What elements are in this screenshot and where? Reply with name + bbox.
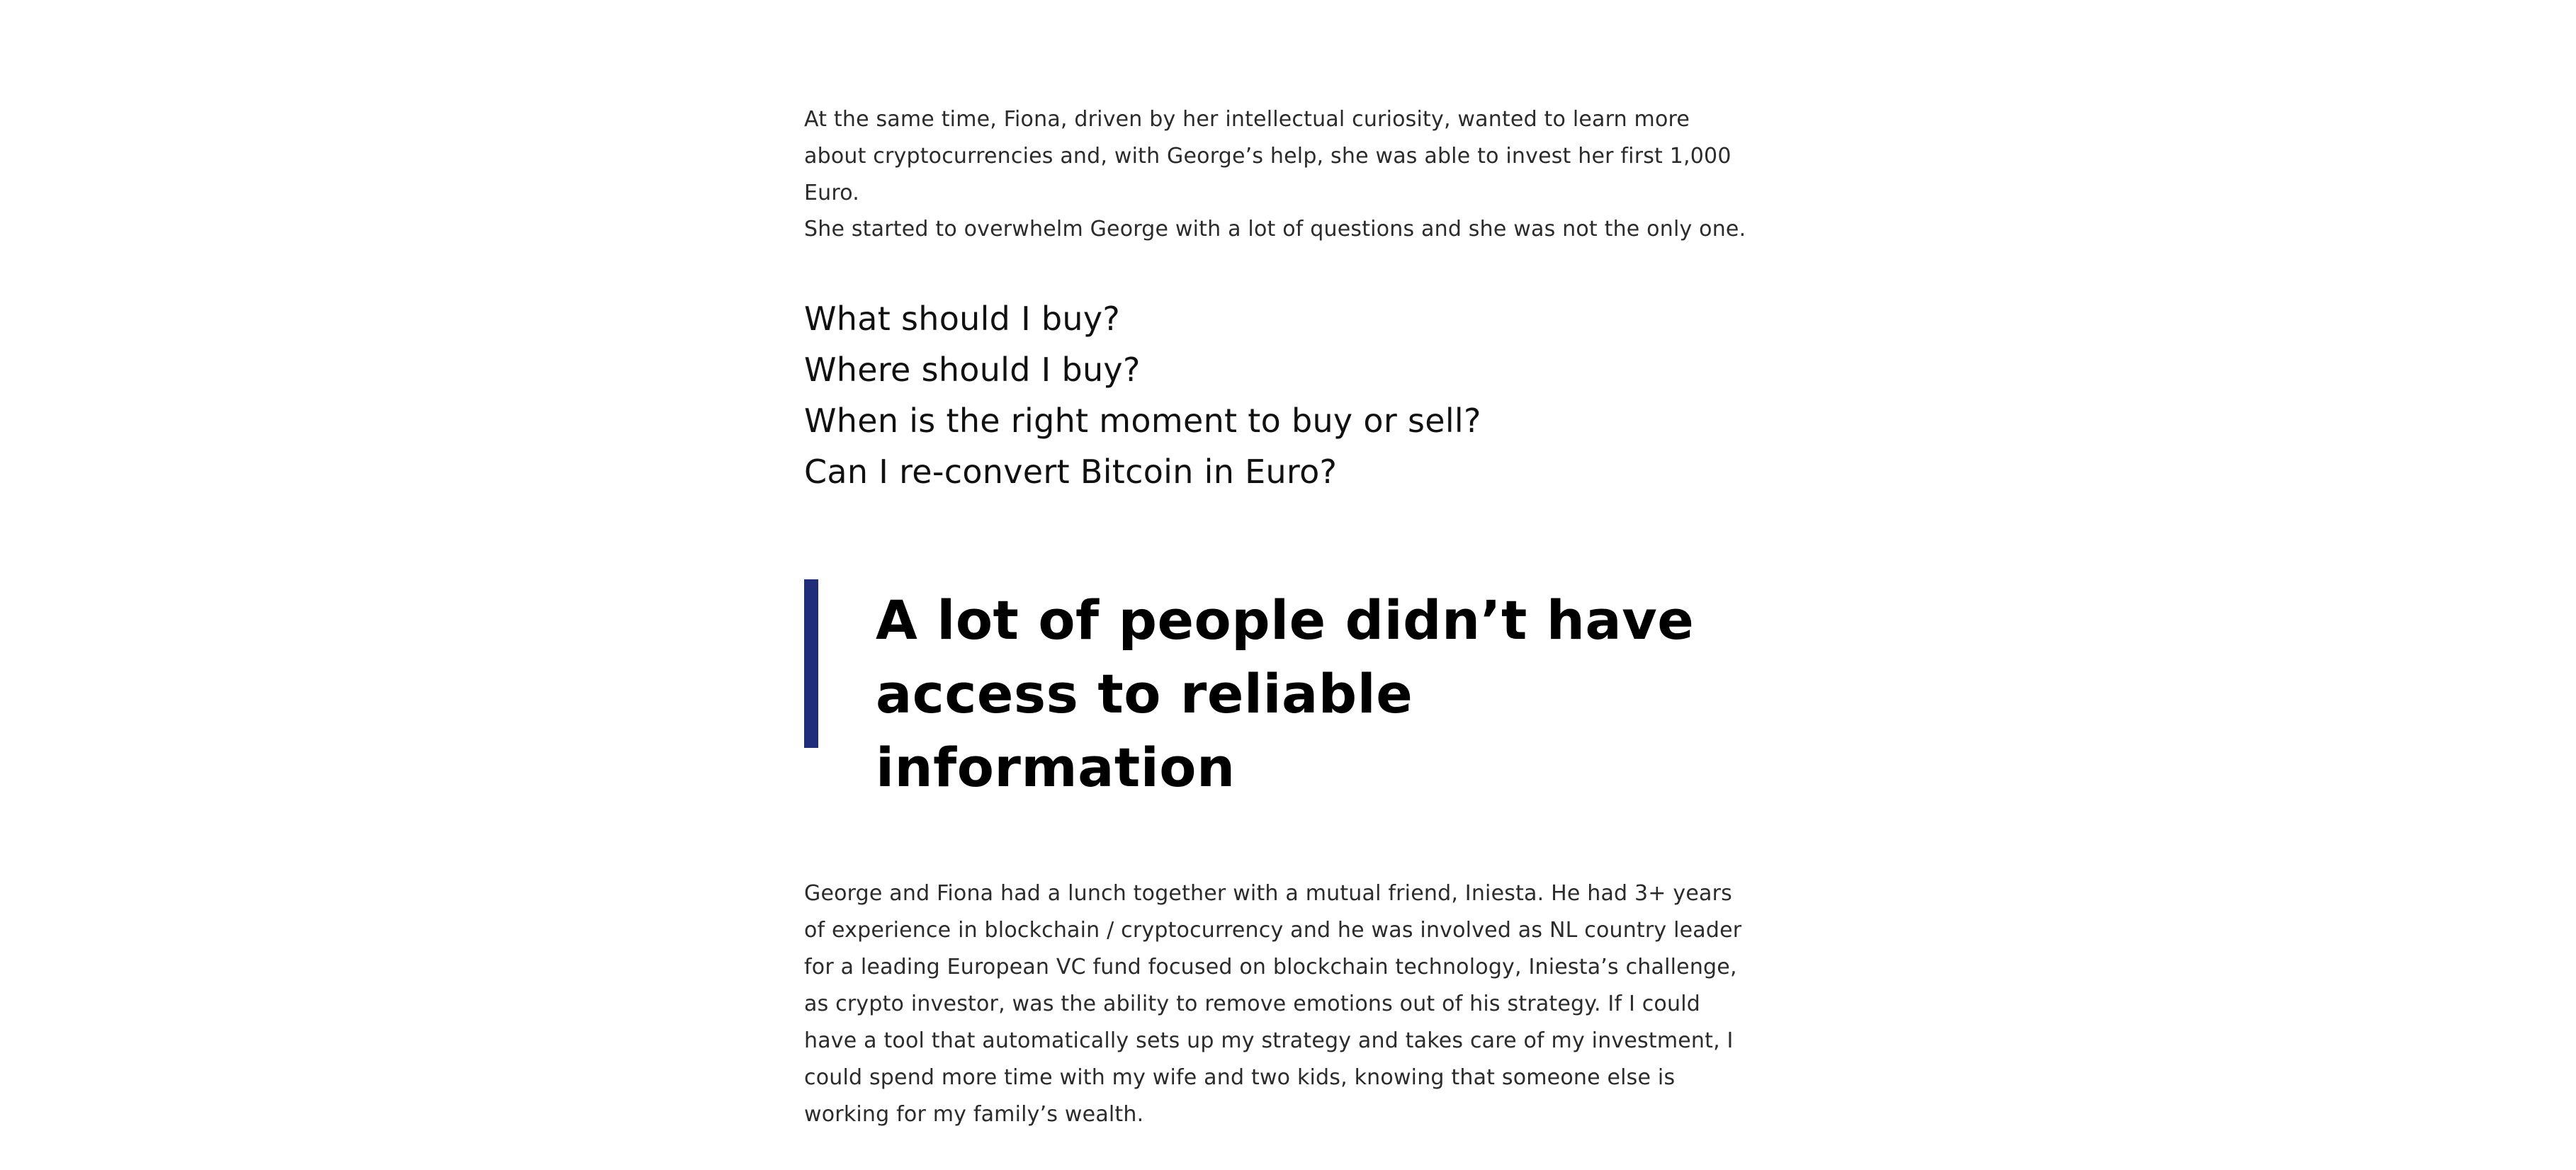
pull-quote-bar <box>804 579 818 748</box>
question-item: Can I re-convert Bitcoin in Euro? <box>804 453 1338 491</box>
pull-quote <box>804 579 1746 799</box>
questions-list <box>804 293 1481 497</box>
question-item: Where should I buy? <box>804 351 1141 389</box>
pull-quote-text: A lot of people didn’t have access to reliable information <box>876 589 1695 799</box>
question-item: What should I buy? <box>804 300 1121 338</box>
paragraph-iniesta: George and Fiona had a lunch together with a mutual friend, Iniesta. He had 3+ years of experience in blockchain / cryptocurrency and he was involved as NL country leader for a leading European VC fund focused on blockchain technology, Iniesta’s challenge, as crypto investor, was the ability to remove emotions out of his strategy. If I could have a tool that automatically sets up my strategy and takes care of my investment, I could spend more time with my wife and two kids, knowing that someone else is working for my family’s wealth. <box>804 881 1742 1127</box>
paragraph-questions-lead: She started to overwhelm George with a lot of questions and she was not the only one. <box>804 217 1746 242</box>
question-item: When is the right moment to buy or sell? <box>804 402 1481 440</box>
paragraph-intro: At the same time, Fiona, driven by her intellectual curiosity, wanted to learn more about cryptocurrencies and, with George’s help, she was able to invest her first 1,000 Euro. <box>804 107 1732 205</box>
